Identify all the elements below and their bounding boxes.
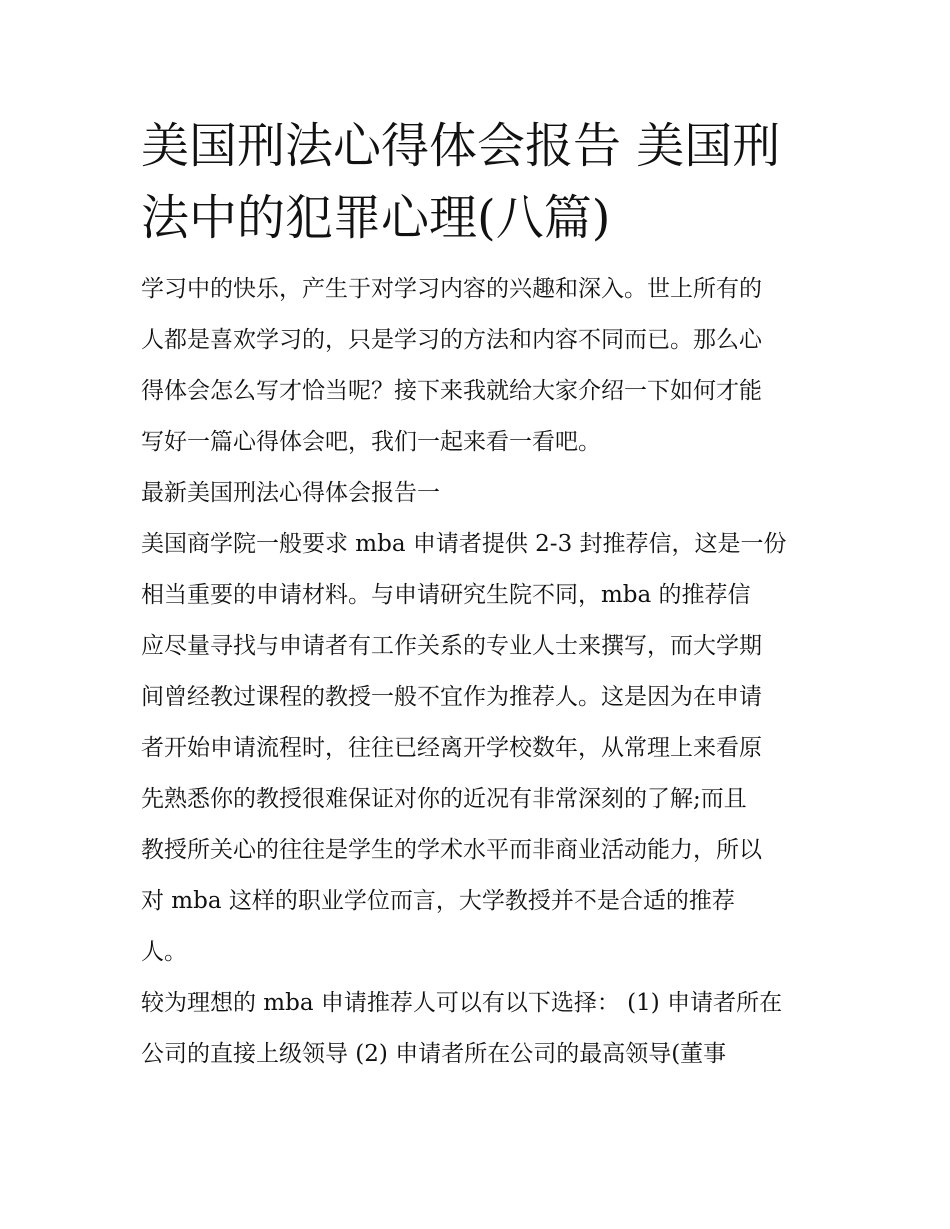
intro-line-2: 人都是喜欢学习的，只是学习的方法和内容不同而已。那么心 — [141, 327, 762, 353]
paragraph-line-8: 对 mba 这样的职业学位而言，大学教授并不是合适的推荐 — [141, 888, 735, 914]
title-line-1: 美国刑法心得体会报告 美国刑 — [141, 118, 781, 174]
intro-line-3: 得体会怎么写才恰当呢？接下来我就给大家介绍一下如何才能 — [141, 378, 762, 404]
intro-line-4: 写好一篇心得体会吧，我们一起来看一看吧。 — [141, 429, 601, 455]
paragraph2-line-1: 较为理想的 mba 申请推荐人可以有以下选择： (1) 申请者所在 — [141, 990, 783, 1016]
paragraph-line-5: 者开始申请流程时，往往已经离开学校数年，从常理上来看原 — [141, 735, 762, 761]
document-page — [141, 110, 813, 1080]
paragraph-line-4: 间曾经教过课程的教授一般不宜作为推荐人。这是因为在申请 — [141, 684, 762, 710]
paragraph-line-9: 人。 — [141, 939, 187, 965]
paragraph-line-3: 应尽量寻找与申请者有工作关系的专业人士来撰写，而大学期 — [141, 633, 762, 659]
paragraph-line-6: 先熟悉你的教授很难保证对你的近况有非常深刻的了解;而且 — [141, 786, 747, 812]
section-heading: 最新美国刑法心得体会报告一 — [141, 480, 440, 506]
paragraph-line-2: 相当重要的申请材料。与申请研究生院不同，mba 的推荐信 — [141, 582, 751, 608]
title-line-2: 法中的犯罪心理(八篇) — [141, 190, 611, 246]
document-title — [141, 110, 813, 254]
paragraph2-line-2: 公司的直接上级领导 (2) 申请者所在公司的最高领导(董事 — [141, 1041, 727, 1067]
paragraph-line-1: 美国商学院一般要求 mba 申请者提供 2-3 封推荐信，这是一份 — [141, 531, 787, 557]
document-body — [141, 264, 813, 1080]
paragraph-line-7: 教授所关心的往往是学生的学术水平而非商业活动能力，所以 — [141, 837, 762, 863]
intro-line-1: 学习中的快乐，产生于对学习内容的兴趣和深入。世上所有的 — [141, 276, 762, 302]
